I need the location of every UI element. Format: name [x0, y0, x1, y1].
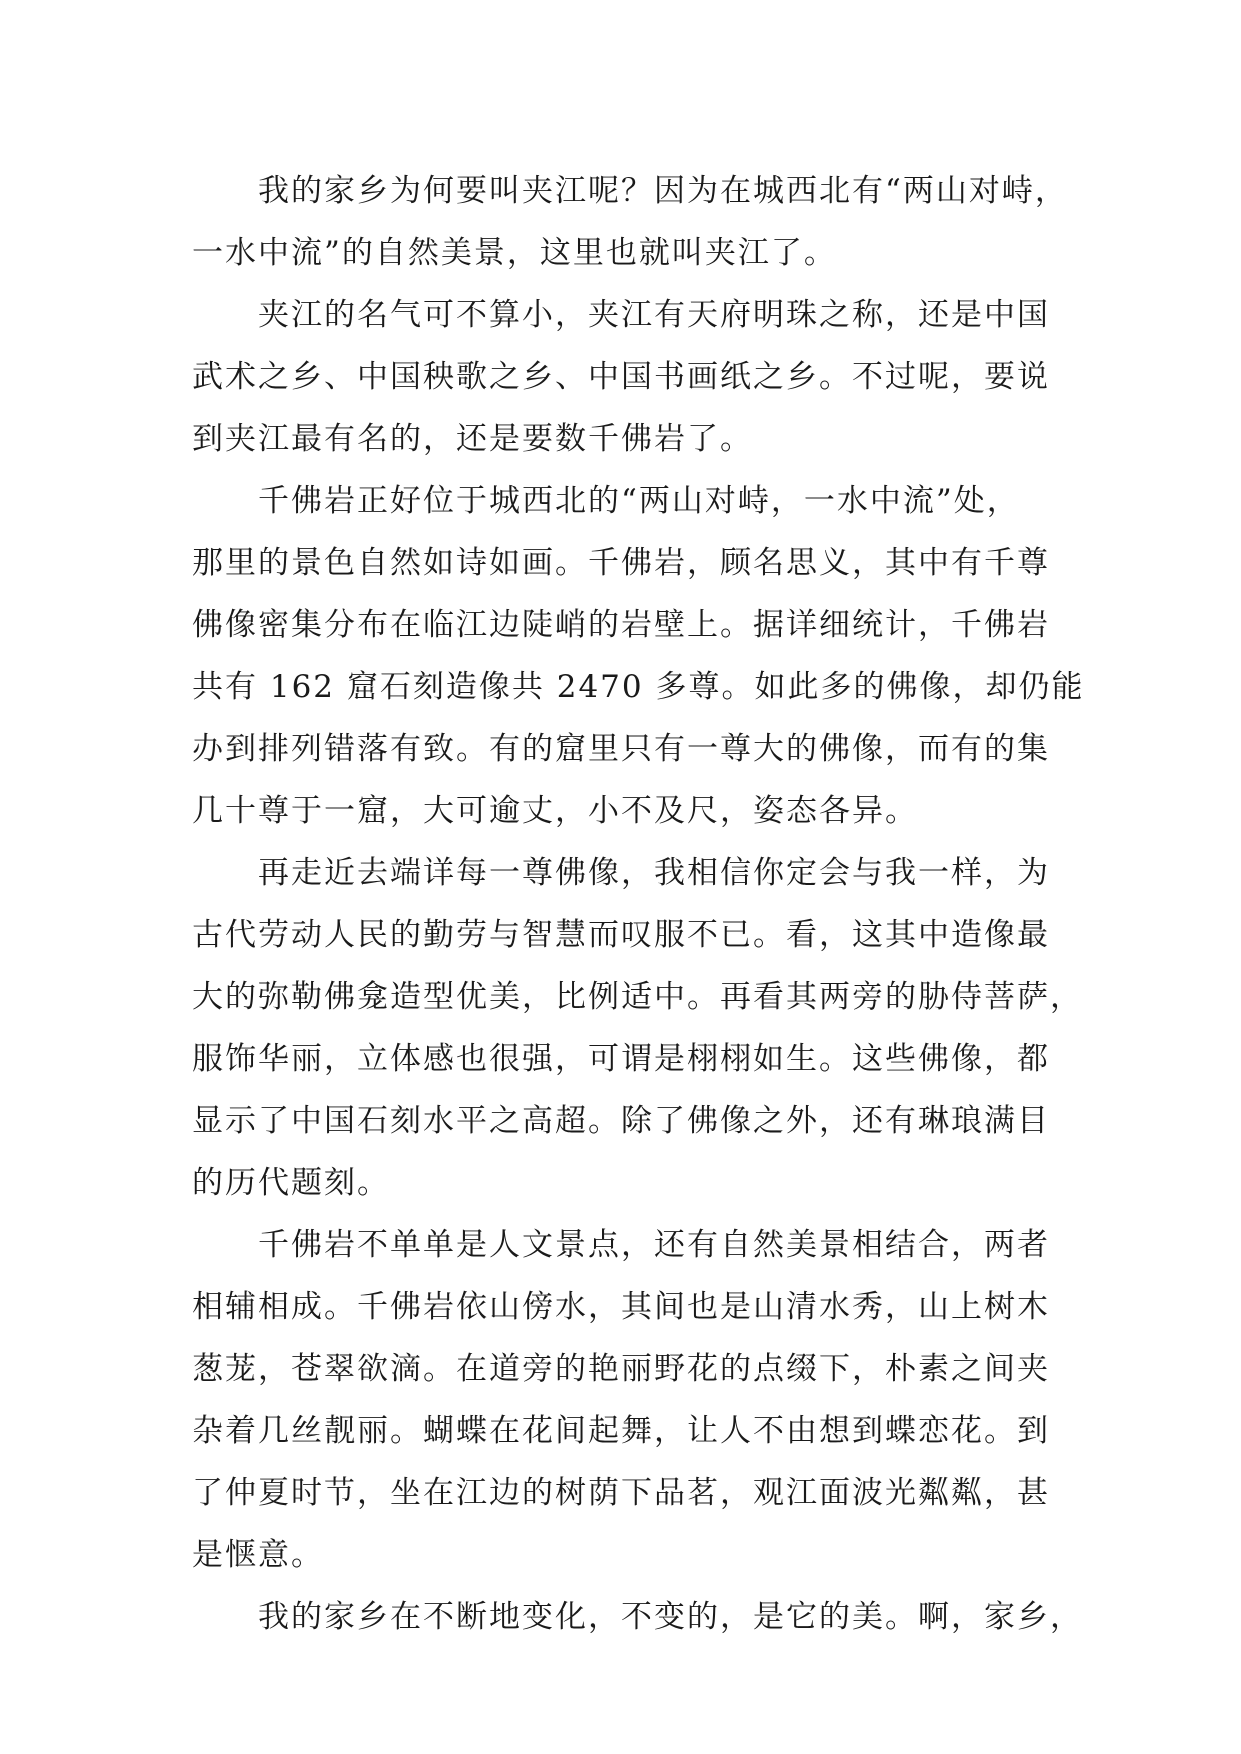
- text-line: 古代劳动人民的勤劳与智慧而叹服不已。看，这其中造像最: [192, 917, 1050, 953]
- text-line: 共有 162 窟石刻造像共 2470 多尊。如此多的佛像，却仍能: [192, 669, 1085, 705]
- text-line: 了仲夏时节，坐在江边的树荫下品茗，观江面波光粼粼，甚: [192, 1475, 1050, 1511]
- text-line: 千佛岩正好位于城西北的“两山对峙，一水中流”处，: [258, 483, 1020, 519]
- text-line: 再走近去端详每一尊佛像，我相信你定会与我一样，为: [258, 855, 1050, 891]
- text-line: 显示了中国石刻水平之高超。除了佛像之外，还有琳琅满目: [192, 1103, 1050, 1139]
- text-line: 到夹江最有名的，还是要数千佛岩了。: [192, 421, 753, 457]
- text-line: 千佛岩不单单是人文景点，还有自然美景相结合，两者: [258, 1227, 1050, 1263]
- text-line: 是惬意。: [192, 1537, 324, 1573]
- text-line: 相辅相成。千佛岩依山傍水，其间也是山清水秀，山上树木: [192, 1289, 1050, 1325]
- text-line: 葱茏，苍翠欲滴。在道旁的艳丽野花的点缀下，朴素之间夹: [192, 1351, 1050, 1387]
- text-line: 杂着几丝靓丽。蝴蝶在花间起舞，让人不由想到蝶恋花。到: [192, 1413, 1050, 1449]
- text-line: 那里的景色自然如诗如画。千佛岩，顾名思义，其中有千尊: [192, 545, 1050, 581]
- essay-body: [192, 160, 1085, 1648]
- text-line: 我的家乡为何要叫夹江呢？因为在城西北有“两山对峙，: [258, 173, 1068, 209]
- text-line: 几十尊于一窟，大可逾丈，小不及尺，姿态各异。: [192, 793, 918, 829]
- text-line: 武术之乡、中国秧歌之乡、中国书画纸之乡。不过呢，要说: [192, 359, 1050, 395]
- text-line: 大的弥勒佛龛造型优美，比例适中。再看其两旁的胁侍菩萨，: [192, 979, 1083, 1015]
- text-line: 办到排列错落有致。有的窟里只有一尊大的佛像，而有的集: [192, 731, 1050, 767]
- text-line: 夹江的名气可不算小，夹江有天府明珠之称，还是中国: [258, 297, 1050, 333]
- text-line: 服饰华丽，立体感也很强，可谓是栩栩如生。这些佛像，都: [192, 1041, 1050, 1077]
- text-line: 佛像密集分布在临江边陡峭的岩壁上。据详细统计，千佛岩: [192, 607, 1050, 643]
- text-line: 我的家乡在不断地变化，不变的，是它的美。啊，家乡，: [258, 1599, 1083, 1635]
- text-line: 一水中流”的自然美景，这里也就叫夹江了。: [192, 235, 837, 271]
- text-line: 的历代题刻。: [192, 1165, 390, 1201]
